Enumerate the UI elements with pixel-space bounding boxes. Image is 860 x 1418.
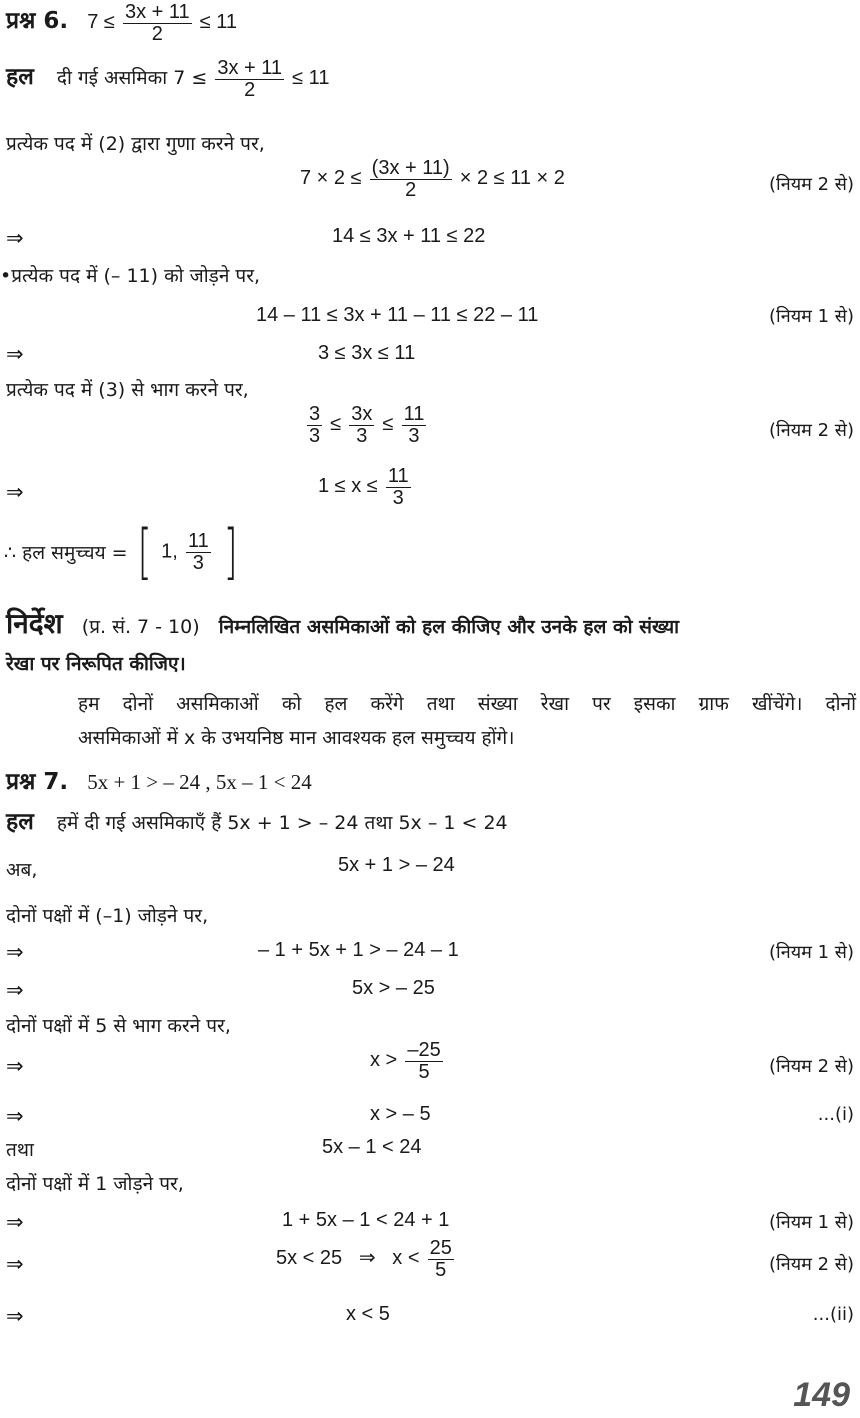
solution-6-intro	[6, 58, 329, 101]
solution-text: दी गई असमिका 7 ≤	[56, 67, 208, 89]
fraction	[370, 158, 452, 201]
fraction	[386, 466, 411, 509]
step-text: प्रत्येक पद में (3) से भाग करने पर,	[6, 379, 249, 401]
equation-left: x >	[370, 1049, 398, 1071]
step-word: तथा	[6, 1139, 34, 1161]
fraction	[402, 404, 427, 447]
implies-arrow: ⇒	[6, 940, 24, 964]
implies-arrow: ⇒	[6, 1252, 24, 1276]
inequality-right: ≤ 11	[292, 67, 330, 89]
interval-start: 1,	[161, 540, 178, 563]
denominator: 3	[192, 551, 204, 574]
numerator: 3x + 11	[217, 57, 283, 79]
denominator: 2	[405, 179, 417, 201]
step-text: प्रत्येक पद में (2) द्वारा गुणा करने पर,	[6, 133, 265, 155]
denominator: 3	[356, 425, 368, 447]
rule-reference: (नियम 2 से)	[769, 420, 854, 441]
equation-left: 5x < 25 ⇒ x <	[276, 1247, 420, 1269]
step-equation: x < 5	[346, 1303, 390, 1325]
numerator: 11	[387, 465, 409, 487]
operator: ≤	[330, 413, 342, 435]
fraction	[123, 2, 192, 45]
numerator: 11	[403, 403, 425, 425]
fraction	[405, 1040, 442, 1083]
equation-tag: ...(ii)	[812, 1304, 854, 1325]
solution-set-label: ∴ हल समुच्चय =	[4, 542, 128, 564]
question-equation: 5x + 1 > – 24 , 5x – 1 < 24	[87, 770, 312, 794]
fraction	[307, 404, 322, 447]
step-text: •प्रत्येक पद में (– 11) को जोड़ने पर,	[0, 265, 261, 287]
numerator: –25	[407, 1039, 441, 1061]
rule-reference: (नियम 2 से)	[769, 174, 854, 195]
step-word: अब,	[6, 859, 38, 881]
direction-note: हम दोनों असमिकाओं को हल करेंगे तथा संख्या रेखा पर इसका ग्राफ खींचेंगे। दोनों	[78, 693, 856, 715]
solution-text: हमें दी गई असमिकाएँ हैं 5x + 1 > – 24 तथा 5x – 1 < 24	[56, 812, 508, 834]
fraction	[349, 404, 374, 447]
denominator: 2	[151, 23, 163, 45]
direction-text: निम्नलिखित असमिकाओं को हल कीजिए और उनके हल को संख्या	[218, 616, 680, 638]
direction-label: निर्देश	[6, 607, 63, 640]
step-text: दोनों पक्षों में 5 से भाग करने पर,	[6, 1015, 231, 1037]
close-bracket: ]	[223, 517, 238, 587]
step-equation	[276, 1238, 457, 1281]
denominator: 3	[309, 425, 321, 447]
step-equation: 3 ≤ 3x ≤ 11	[318, 342, 416, 364]
denominator: 3	[408, 425, 420, 447]
implies-arrow: ⇒	[6, 978, 24, 1002]
equation-left: 1 ≤ x ≤	[318, 475, 378, 497]
direction-note-cont: असमिकाओं में x के उभयनिष्ठ मान आवश्यक हल समुच्चय होंगे।	[78, 727, 515, 749]
implies-arrow: ⇒	[6, 1104, 24, 1128]
equation-tag: ...(i)	[817, 1104, 854, 1125]
step-equation: 5x > – 25	[352, 977, 435, 999]
numerator: 3	[309, 403, 321, 425]
solution-set	[4, 517, 242, 587]
question-7	[6, 764, 312, 796]
step-equation	[304, 404, 429, 447]
denominator: 5	[435, 1259, 447, 1281]
step-equation	[318, 466, 414, 509]
denominator: 3	[392, 487, 404, 509]
numerator: 3x	[351, 403, 373, 425]
step-text: दोनों पक्षों में 1 जोड़ने पर,	[6, 1173, 184, 1195]
solution-label: हल	[6, 809, 34, 835]
rule-reference: (नियम 2 से)	[769, 1056, 854, 1077]
step-equation: 14 ≤ 3x + 11 ≤ 22	[332, 225, 486, 247]
numerator: 11	[187, 529, 209, 552]
inequality-right: ≤ 11	[199, 11, 238, 33]
equation-right: × 2 ≤ 11 × 2	[459, 167, 565, 189]
rule-reference: (नियम 1 से)	[769, 942, 854, 963]
step-equation: – 1 + 5x + 1 > – 24 – 1	[258, 939, 459, 961]
fraction	[186, 531, 211, 574]
direction-heading	[6, 604, 679, 642]
rule-reference: (नियम 1 से)	[769, 1212, 854, 1233]
step-equation: 1 + 5x – 1 < 24 + 1	[282, 1209, 450, 1231]
implies-arrow: ⇒	[6, 1054, 24, 1078]
implies-arrow: ⇒	[6, 1304, 24, 1328]
question-range: (प्र. सं. 7 - 10)	[81, 616, 200, 638]
step-equation: 5x – 1 < 24	[322, 1136, 422, 1158]
question-label: प्रश्न 6.	[6, 8, 69, 34]
solution-7-intro	[6, 804, 508, 836]
step-equation	[300, 158, 565, 201]
numerator: 25	[429, 1237, 452, 1259]
fraction	[215, 58, 284, 101]
step-equation: x > – 5	[370, 1103, 431, 1125]
step-equation: 5x + 1 > – 24	[338, 854, 455, 876]
equation-left: 7 × 2 ≤	[300, 167, 362, 189]
numerator: 3x + 11	[124, 1, 190, 23]
inequality-left: 7 ≤	[87, 11, 115, 33]
implies-arrow: ⇒	[6, 226, 24, 250]
operator: ≤	[382, 413, 394, 435]
denominator: 5	[418, 1061, 430, 1083]
step-text: दोनों पक्षों में (–1) जोड़ने पर,	[6, 905, 209, 927]
question-label: प्रश्न 7.	[6, 769, 69, 795]
open-bracket: [	[137, 517, 152, 587]
fraction	[428, 1238, 454, 1281]
page-number: 149	[793, 1376, 850, 1414]
implies-arrow: ⇒	[6, 480, 24, 504]
solution-label: हल	[6, 64, 34, 90]
step-equation	[370, 1040, 446, 1083]
implies-arrow: ⇒	[6, 342, 24, 366]
rule-reference: (नियम 1 से)	[769, 306, 854, 327]
direction-text-cont: रेखा पर निरूपित कीजिए।	[6, 653, 186, 675]
question-6	[6, 2, 237, 45]
denominator: 2	[244, 79, 256, 101]
numerator: (3x + 11)	[371, 157, 450, 179]
step-equation: 14 – 11 ≤ 3x + 11 – 11 ≤ 22 – 11	[256, 304, 539, 326]
implies-arrow: ⇒	[6, 1210, 24, 1234]
rule-reference: (नियम 2 से)	[769, 1254, 854, 1275]
